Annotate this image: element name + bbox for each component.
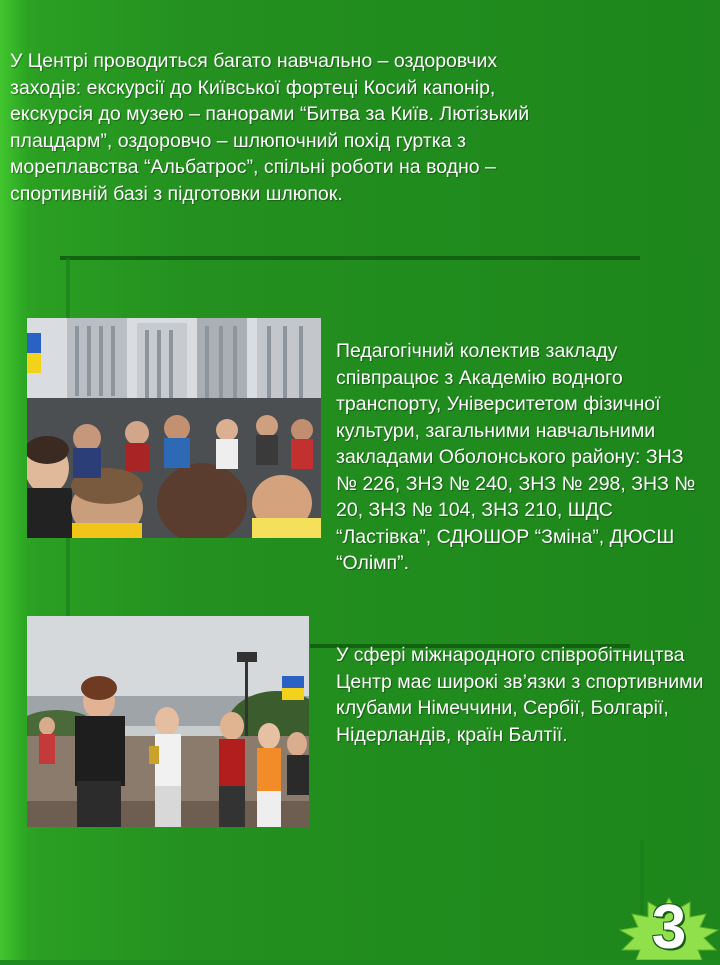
paragraph-partners: Педагогічний колектив закладу співпрацює з Академію водного транспорту, Університетом фізичної культури, загальними навчальними закладами Оболонського району: ЗНЗ № 226, ЗНЗ № 240, ЗНЗ № 298, ЗНЗ № 20, ЗНЗ № 104, ЗНЗ 210, ШДС “Ластівка”, СДЮШОР “Зміна”, ДЮСШ “Олімп”. [336,340,696,574]
paragraph-international: У сфері міжнародного співробітництва Центр має широкі зв’язки з спортивними клубами Німеччини, Сербії, Болгарії, Нідерландів, країн Балтії. [336,644,704,746]
page-number-badge [618,893,720,962]
paragraph-activities: У Центрі проводиться багато навчально – оздоровчих заходів: екскурсії до Київської фортеці Косий капонір, екскурсія до музею – панорами “Битва за Київ. Лютізький плацдарм”, оздоровчо – шлюпочний похід гуртка з мореплавства “Альбатрос”, спільні роботи на водно – спортивній базі з підготовки шлюпок. [10,50,530,205]
photo-crowd-event [27,318,321,538]
decorative-line [60,256,640,260]
page-number: 3 [651,893,687,962]
photo-award-ceremony [27,616,309,827]
